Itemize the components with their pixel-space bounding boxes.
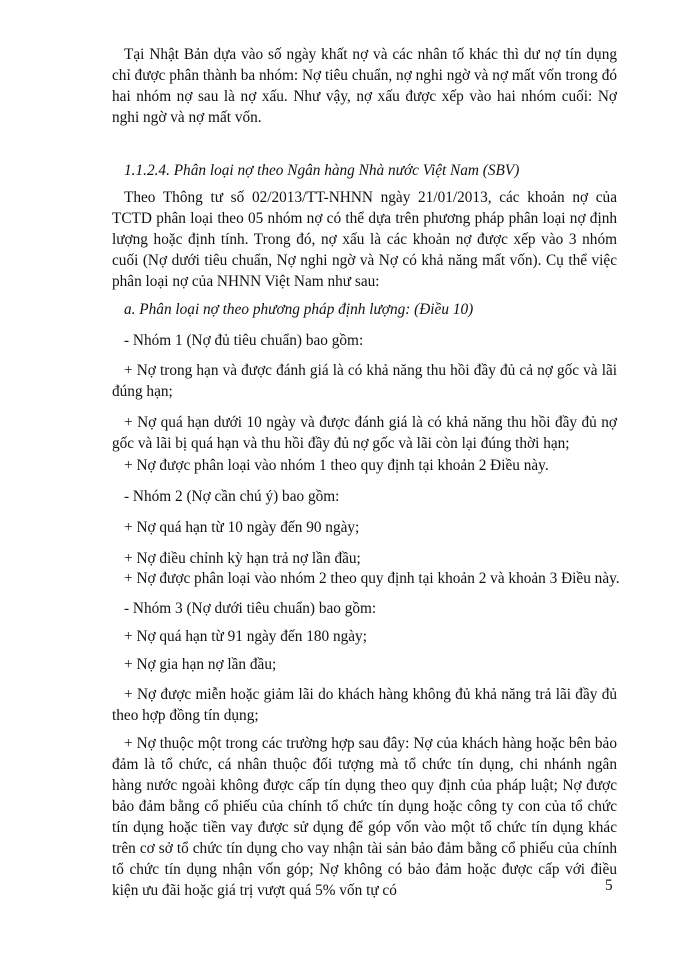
- subheading-quantitative: a. Phân loại nợ theo phương pháp định lượng: (Điều 10): [124, 301, 474, 318]
- group3-item: + Nợ quá hạn từ 91 ngày đến 180 ngày;: [124, 628, 367, 645]
- group2-item: + Nợ được phân loại vào nhóm 2 theo quy định tại khoản 2 và khoản 3 Điều này.: [124, 570, 620, 587]
- group1-item: + Nợ quá hạn dưới 10 ngày và được đánh giá là có khả năng thu hồi đầy đủ nợ gốc và lãi bị quá hạn và thu hồi đầy đủ nợ gốc và lãi còn lại đúng thời hạn;: [112, 414, 617, 452]
- page-number: 5: [605, 877, 613, 894]
- paragraph-circular: Theo Thông tư số 02/2013/TT-NHNN ngày 21/01/2013, các khoản nợ của TCTD phân loại theo 05 nhóm nợ có thể dựa trên phương pháp phân loại nợ định lượng hoặc định tính. Trong đó, nợ xấu là các khoản nợ được xếp vào 3 nhóm cuối (Nợ dưới tiêu chuẩn, Nợ nghi ngờ và Nợ có khả năng mất vốn). Cụ thể việc phân loại nợ của NHNN Việt Nam như sau:: [112, 189, 617, 290]
- paragraph-japan: Tại Nhật Bản dựa vào số ngày khất nợ và các nhân tố khác thì dư nợ tín dụng chỉ được phân thành ba nhóm: Nợ tiêu chuẩn, nợ nghi ngờ và nợ mất vốn trong đó hai nhóm nợ sau là nợ xấu. Như vậy, nợ xấu được xếp vào hai nhóm cuối: Nợ nghi ngờ và nợ mất vốn.: [112, 46, 617, 126]
- group1-title: - Nhóm 1 (Nợ đủ tiêu chuẩn) bao gồm:: [124, 332, 364, 349]
- group3-title: - Nhóm 3 (Nợ dưới tiêu chuẩn) bao gồm:: [124, 600, 377, 617]
- group1-item: + Nợ trong hạn và được đánh giá là có khả năng thu hồi đầy đủ cả nợ gốc và lãi đúng hạn;: [112, 362, 617, 400]
- group2-item: + Nợ quá hạn từ 10 ngày đến 90 ngày;: [124, 519, 360, 536]
- group3-item: + Nợ thuộc một trong các trường hợp sau đây: Nợ của khách hàng hoặc bên bảo đảm là tổ chức, cá nhân thuộc đối tượng mà tổ chức tín dụng, chi nhánh ngân hàng nước ngoài không được cấp tín dụng theo quy định của pháp luật; Nợ được bảo đảm bằng cổ phiếu của chính tổ chức tín dụng hoặc công ty con của tổ chức tín dụng hoặc tiền vay được sử dụng để góp vốn vào một tổ chức tín dụng khác trên cơ sở tổ chức tín dụng cho vay nhận tài sản bảo đảm bằng cổ phiếu của chính tổ chức tín dụng nhận vốn góp; Nợ không có bảo đảm hoặc được cấp với điều kiện ưu đãi hoặc giá trị vượt quá 5% vốn tự có: [112, 735, 617, 899]
- group2-title: - Nhóm 2 (Nợ cần chú ý) bao gồm:: [124, 488, 340, 505]
- group3-item: + Nợ gia hạn nợ lần đầu;: [124, 656, 277, 673]
- section-heading-sbv: 1.1.2.4. Phân loại nợ theo Ngân hàng Nhà nước Việt Nam (SBV): [124, 162, 520, 179]
- group1-item: + Nợ được phân loại vào nhóm 1 theo quy định tại khoản 2 Điều này.: [124, 457, 549, 474]
- group3-item: + Nợ được miễn hoặc giảm lãi do khách hàng không đủ khả năng trả lãi đầy đủ theo hợp đồng tín dụng;: [112, 686, 617, 724]
- group2-item: + Nợ điều chỉnh kỳ hạn trả nợ lần đầu;: [124, 550, 361, 567]
